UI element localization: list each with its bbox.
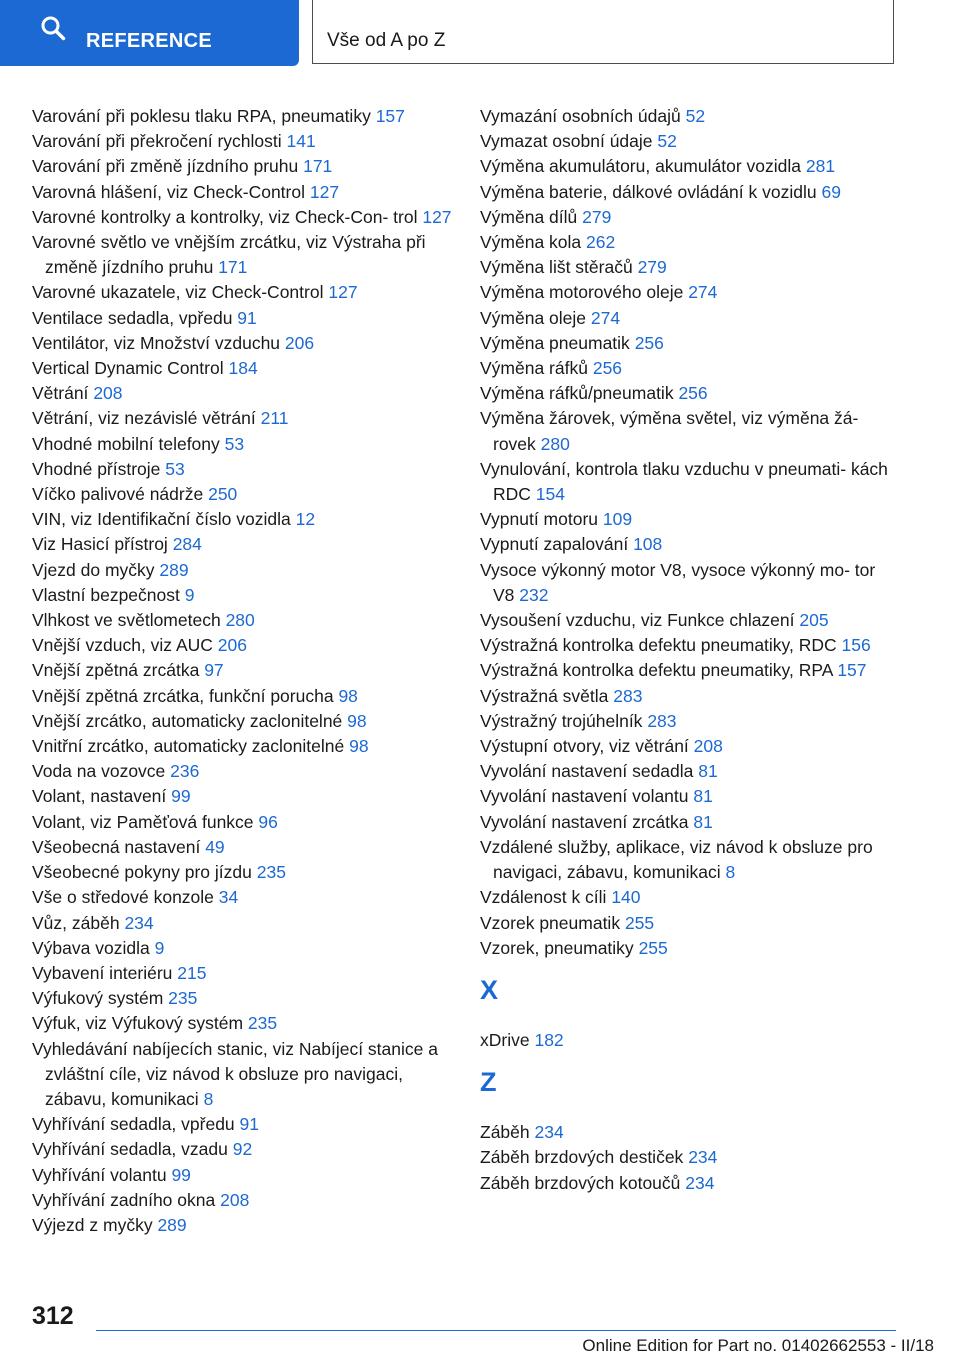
entry-text: Varovná hlášení, viz Check-Control: [32, 181, 305, 202]
page-link[interactable]: 256: [678, 383, 708, 404]
entry-text: Vymazat osobní údaje: [480, 131, 653, 152]
entry-text: Varování při překročení rychlosti: [32, 131, 282, 152]
index-entry: [32, 709, 452, 734]
page-link[interactable]: 256: [634, 332, 664, 353]
entry-text: Výměna akumulátoru, akumulátor vozidla: [480, 156, 801, 177]
entry-text: Varovné světlo ve vnějším zrcátku, viz Výstraha při změně jízdního pruhu: [32, 232, 426, 278]
index-entry: [480, 784, 895, 809]
page-link[interactable]: 157: [837, 660, 867, 681]
index-entry: [480, 1171, 895, 1196]
page-link[interactable]: 206: [217, 635, 247, 656]
page-link[interactable]: 154: [535, 484, 565, 505]
page-link[interactable]: 289: [159, 559, 189, 580]
entry-text: Výměna motorového oleje: [480, 282, 684, 303]
index-entry: [32, 608, 452, 633]
index-entry: [32, 482, 452, 507]
entry-text: Vysoce výkonný motor V8, vysoce výkonný mo‐ tor V8: [480, 559, 876, 605]
entry-text: Vymazání osobních údajů: [480, 106, 681, 126]
index-entry: [480, 532, 895, 557]
page-link[interactable]: 280: [540, 433, 570, 454]
index-entry: [480, 104, 895, 129]
index-entry: [32, 129, 452, 154]
entry-text: Vybavení interiéru: [32, 962, 173, 983]
page-link[interactable]: 205: [799, 610, 829, 631]
entry-text: Ventilace sedadla, vpředu: [32, 307, 233, 328]
index-entry: [32, 1011, 452, 1036]
page-link[interactable]: 280: [225, 610, 255, 631]
entry-text: Vzdálenost k cíli: [480, 887, 607, 908]
page-link[interactable]: 141: [286, 131, 316, 152]
page-link[interactable]: 53: [165, 458, 185, 479]
entry-text: Vlastní bezpečnost: [32, 584, 180, 605]
page-link[interactable]: 52: [657, 131, 677, 152]
entry-text: Vlhkost ve světlometech: [32, 610, 221, 631]
index-entry: [480, 936, 895, 961]
page-link[interactable]: 91: [239, 1114, 260, 1135]
entry-text: Vyvolání nastavení zrcátka: [480, 811, 689, 832]
index-entry: [32, 633, 452, 658]
entry-text: Výstražná kontrolka defektu pneumatiky, RDC: [480, 635, 837, 656]
index-entry: [480, 709, 895, 734]
entry-text: Vertical Dynamic Control: [32, 358, 224, 379]
section-letter-x: X: [480, 974, 499, 1005]
entry-text: Víčko palivové nádrže: [32, 484, 204, 505]
page-link[interactable]: 284: [172, 534, 202, 555]
entry-text: Vyvolání nastavení volantu: [480, 786, 689, 807]
entry-text: Vyvolání nastavení sedadla: [480, 761, 694, 782]
entry-text: Volant, nastavení: [32, 786, 167, 807]
entry-text: Výfuk, viz Výfukový systém: [32, 1013, 244, 1034]
page-header: [0, 0, 960, 66]
index-entry: [480, 381, 895, 406]
index-entry: [480, 406, 895, 456]
index-entry: [32, 205, 452, 230]
footer-edition-text: Online Edition for Part no. 01402662553 - II/18: [582, 1336, 934, 1355]
entry-text: Výměna lišt stěračů: [480, 257, 633, 278]
entry-text: Záběh brzdových kotoučů: [480, 1172, 681, 1193]
reference-label: REFERENCE: [86, 30, 213, 52]
page-link[interactable]: 98: [347, 710, 367, 731]
index-entry: [480, 205, 895, 230]
index-entry: [32, 230, 452, 280]
entry-text: Vnější zrcátko, automaticky zaclonitelné: [32, 710, 343, 731]
entry-text: Vzorek, pneumatiky: [480, 937, 634, 958]
index-entry: [480, 558, 895, 608]
index-entry: [480, 1120, 895, 1145]
index-entry: [32, 835, 452, 860]
index-entry: [32, 532, 452, 557]
entry-text: Vzorek pneumatik: [480, 912, 621, 933]
entry-text: Všeobecné pokyny pro jízdu: [32, 862, 252, 883]
index-entry: [480, 507, 895, 532]
entry-text: Výměna dílů: [480, 206, 578, 227]
page-link[interactable]: 274: [590, 307, 621, 328]
entry-text: Vysoušení vzduchu, viz Funkce chlazení: [480, 610, 795, 631]
page-link[interactable]: 98: [349, 736, 369, 757]
page-link[interactable]: 49: [205, 836, 225, 857]
entry-text: Ventilátor, viz Množství vzduchu: [32, 332, 281, 353]
index-entry: [480, 734, 895, 759]
index-entry: [32, 734, 452, 759]
page-number: 312: [32, 1302, 74, 1330]
index-entry: [32, 331, 452, 356]
page-link[interactable]: 157: [375, 106, 405, 126]
section-title-box: [312, 0, 894, 64]
index-entry: [480, 306, 895, 331]
index-entry: [32, 583, 452, 608]
page-link[interactable]: 211: [260, 408, 289, 429]
index-right-entries: [480, 104, 895, 961]
index-entry: [32, 1188, 452, 1213]
entry-text: Varování při poklesu tlaku RPA, pneumatiky: [32, 106, 371, 126]
index-entry: [32, 658, 452, 683]
page-link[interactable]: 171: [303, 156, 333, 177]
entry-text: Výbava vozidla: [32, 937, 150, 958]
entry-text: Výměna žárovek, výměna světel, viz výměna žá‐ rovek: [480, 408, 859, 454]
index-entry: [32, 1213, 452, 1238]
entry-text: Voda na vozovce: [32, 761, 166, 782]
page-link[interactable]: 208: [93, 383, 123, 404]
page-link[interactable]: 184: [228, 358, 258, 379]
entry-text: Vnitřní zrcátko, automaticky zaclonitelné: [32, 736, 345, 757]
page-link[interactable]: 81: [693, 811, 713, 832]
page-link[interactable]: 98: [338, 685, 358, 706]
page-link[interactable]: 235: [168, 988, 198, 1009]
entry-text: Výměna kola: [480, 232, 582, 253]
index-entry: [32, 1163, 452, 1188]
entry-text: Výstražná světla: [480, 685, 609, 706]
entry-text: Vzdálené služby, aplikace, viz návod k obsluze pro navigaci, zábavu, komunikaci: [480, 836, 873, 883]
page-link[interactable]: 52: [685, 106, 706, 126]
page-link[interactable]: 255: [624, 912, 655, 933]
page-link[interactable]: 250: [208, 484, 238, 505]
index-entry: [32, 911, 452, 936]
page-link[interactable]: 262: [586, 232, 616, 253]
entry-text: Varovné kontrolky a kontrolky, viz Check-Con‐ trol: [32, 206, 418, 227]
page-link[interactable]: 182: [534, 1029, 564, 1050]
page-link[interactable]: 156: [841, 635, 871, 656]
page-link[interactable]: 283: [613, 685, 643, 706]
entry-text: Volant, viz Paměťová funkce: [32, 811, 254, 832]
page-link[interactable]: 69: [821, 181, 841, 202]
index-entry: [32, 684, 452, 709]
page-link[interactable]: 109: [602, 509, 633, 530]
index-entry: [480, 457, 895, 507]
index-entry: [32, 381, 452, 406]
page-link[interactable]: 235: [247, 1013, 278, 1034]
page-link[interactable]: 53: [224, 433, 245, 454]
page-link[interactable]: 81: [698, 761, 718, 782]
index-left-column: [32, 104, 452, 1238]
index-entry: [32, 1112, 452, 1137]
entry-text: Vypnutí zapalování: [480, 534, 629, 555]
entry-text: Vhodné přístroje: [32, 458, 161, 479]
entry-text: Viz Hasicí přístroj: [32, 534, 168, 555]
page-link[interactable]: 256: [592, 358, 623, 379]
index-entry: [480, 180, 895, 205]
page-link[interactable]: 215: [177, 962, 207, 983]
entry-text: Vypnutí motoru: [480, 509, 599, 530]
entry-text: Vůz, záběh: [32, 912, 120, 933]
page-link[interactable]: 234: [124, 912, 154, 933]
page-link[interactable]: 279: [582, 206, 612, 227]
page-link[interactable]: 281: [805, 156, 836, 177]
index-entry: [32, 885, 452, 910]
section-x-entries: [480, 1028, 895, 1053]
page-link[interactable]: 234: [534, 1122, 564, 1143]
index-entry: [480, 684, 895, 709]
page-link[interactable]: 171: [218, 257, 248, 278]
index-entry: [32, 507, 452, 532]
page-link[interactable]: 92: [232, 1139, 253, 1160]
entry-text: Vhodné mobilní telefony: [32, 433, 220, 454]
index-entry: [32, 180, 452, 205]
index-entry: [480, 810, 895, 835]
index-entry: [32, 1037, 452, 1113]
index-entry: [32, 306, 452, 331]
entry-text: Výměna ráfků/pneumatik: [480, 383, 674, 404]
page-link[interactable]: 127: [422, 206, 452, 227]
entry-text: Vnější zpětná zrcátka, funkční porucha: [32, 685, 334, 706]
index-entry: [480, 885, 895, 910]
entry-text: Výstražný trojúhelník: [480, 710, 643, 731]
page-link[interactable]: 97: [204, 660, 224, 681]
index-entry: [32, 1137, 452, 1162]
index-entry: [32, 280, 452, 305]
page-link[interactable]: 108: [633, 534, 663, 555]
entry-text: Výměna baterie, dálkové ovládání k vozidlu: [480, 181, 817, 202]
index-entry: [32, 759, 452, 784]
index-entry: [480, 835, 895, 885]
entry-text: Výfukový systém: [32, 988, 164, 1009]
page-link[interactable]: 8: [203, 1088, 214, 1109]
entry-text: Výstupní otvory, viz větrání: [480, 736, 689, 757]
page-link[interactable]: 99: [171, 786, 191, 807]
page-link[interactable]: 9: [184, 584, 195, 605]
page-link[interactable]: 255: [638, 937, 668, 958]
entry-text: Vyhledávání nabíjecích stanic, viz Nabíjecí stanice a zvláštní cíle, viz návod k obsluze pro navigaci, zábavu, komunikaci: [32, 1038, 438, 1109]
page-link[interactable]: 234: [685, 1172, 715, 1193]
page-link[interactable]: 236: [170, 761, 200, 782]
entry-text: Vjezd do myčky: [32, 559, 155, 580]
index-entry: [32, 457, 452, 482]
page-link[interactable]: 12: [295, 509, 316, 530]
entry-text: Výstražná kontrolka defektu pneumatiky, RPA: [480, 660, 833, 681]
entry-text: Výměna ráfků: [480, 358, 588, 379]
page-link[interactable]: 234: [688, 1147, 718, 1168]
page-link[interactable]: 206: [284, 332, 315, 353]
entry-text: Vyhřívání sedadla, vzadu: [32, 1139, 228, 1160]
index-entry: [32, 810, 452, 835]
footer-divider: [96, 1330, 896, 1331]
page-link[interactable]: 91: [237, 307, 257, 328]
page-link[interactable]: 283: [647, 710, 677, 731]
page-link[interactable]: 274: [688, 282, 718, 303]
index-entry: [480, 911, 895, 936]
index-entry: [480, 255, 895, 280]
index-entry: [480, 1145, 895, 1170]
index-entry: [480, 633, 895, 658]
entry-text: VIN, viz Identifikační číslo vozidla: [32, 509, 291, 530]
index-entry: [32, 784, 452, 809]
index-entry: [480, 356, 895, 381]
page-link[interactable]: 208: [693, 736, 723, 757]
entry-text: Záběh: [480, 1122, 530, 1143]
entry-text: Vnější zpětná zrcátka: [32, 660, 200, 681]
index-entry: [480, 1028, 895, 1053]
index-entry: [480, 280, 895, 305]
section-title: Vše od A po Z: [327, 30, 446, 51]
page-link[interactable]: 81: [693, 786, 713, 807]
index-entry: [480, 759, 895, 784]
index-right-column: [480, 104, 895, 1196]
entry-text: Větrání: [32, 383, 89, 404]
entry-text: Výjezd z myčky: [32, 1214, 153, 1235]
entry-text: Větrání, viz nezávislé větrání: [32, 408, 256, 429]
entry-text: Vnější vzduch, viz AUC: [32, 635, 213, 656]
page-link[interactable]: 9: [154, 937, 165, 958]
page-link[interactable]: 99: [171, 1164, 191, 1185]
entry-text: Všeobecná nastavení: [32, 836, 201, 857]
page-link[interactable]: 140: [611, 887, 641, 908]
entry-text: Vše o středové konzole: [32, 887, 214, 908]
index-entry: [32, 356, 452, 381]
reference-tab[interactable]: [0, 0, 299, 66]
page-link[interactable]: 96: [258, 811, 278, 832]
index-entry: [32, 860, 452, 885]
section-letter-z: Z: [480, 1067, 497, 1098]
entry-text: Vyhřívání zadního okna: [32, 1189, 216, 1210]
index-entry: [480, 331, 895, 356]
page-link[interactable]: 279: [637, 257, 667, 278]
page-link[interactable]: 235: [256, 862, 286, 883]
index-entry: [480, 154, 895, 179]
page-link[interactable]: 8: [725, 862, 736, 883]
page-link[interactable]: 208: [220, 1189, 250, 1210]
search-icon: [40, 15, 66, 41]
entry-text: Vyhřívání sedadla, vpředu: [32, 1114, 235, 1135]
index-entry: [480, 230, 895, 255]
index-entry: [32, 406, 452, 431]
entry-text: xDrive: [480, 1029, 530, 1050]
index-entry: [32, 104, 452, 129]
entry-text: Záběh brzdových destiček: [480, 1147, 684, 1168]
entry-text: Výměna pneumatik: [480, 332, 630, 353]
page-link[interactable]: 232: [519, 584, 549, 605]
index-entry: [480, 608, 895, 633]
index-entry: [480, 129, 895, 154]
entry-text: Výměna oleje: [480, 307, 587, 328]
index-entry: [32, 558, 452, 583]
entry-text: Varovné ukazatele, viz Check-Control: [32, 282, 324, 303]
page-link[interactable]: 127: [328, 282, 358, 303]
page-link[interactable]: 289: [157, 1214, 187, 1235]
index-entry: [32, 986, 452, 1011]
entry-text: Varování při změně jízdního pruhu: [32, 156, 299, 177]
index-entry: [32, 936, 452, 961]
index-entry: [480, 658, 895, 683]
page-link[interactable]: 34: [218, 887, 239, 908]
entry-text: Vynulování, kontrola tlaku vzduchu v pneumati‐ kách RDC: [480, 458, 888, 505]
entry-text: Vyhřívání volantu: [32, 1164, 167, 1185]
index-entry: [32, 961, 452, 986]
index-entry: [32, 154, 452, 179]
section-z-entries: [480, 1120, 895, 1196]
index-entry: [32, 432, 452, 457]
page-link[interactable]: 127: [309, 181, 340, 202]
